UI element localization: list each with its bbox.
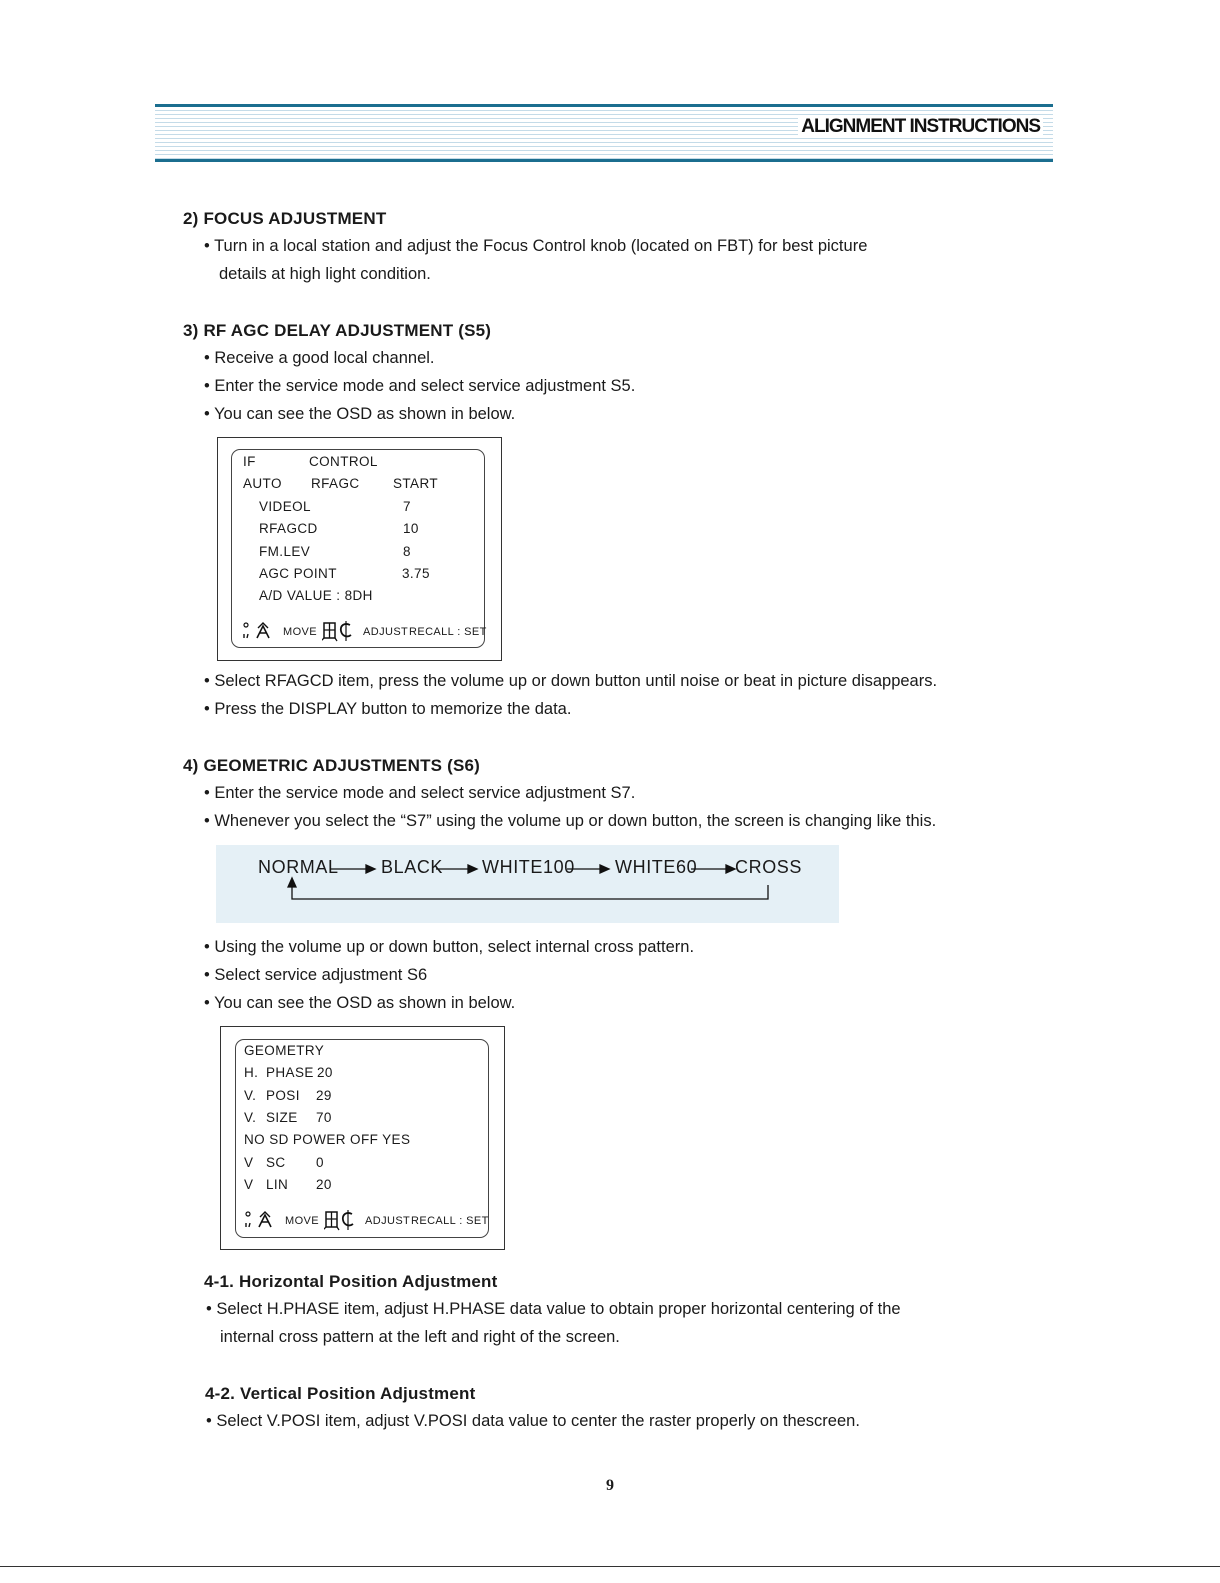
focus-bullet-line1: • Turn in a local station and adjust the Focus Control knob (located on FBT) for best picture: [204, 237, 868, 255]
rfagc-after-2: • Press the DISPLAY button to memorize the data.: [204, 700, 572, 718]
osd-if-label: IF: [243, 454, 256, 469]
osd-row-label: SIZE: [266, 1110, 298, 1125]
osd-move-label: MOVE: [285, 1215, 319, 1227]
osd-row-value: 29: [316, 1088, 332, 1103]
flow-step-black: BLACK: [381, 857, 444, 877]
osd-row-value: 20: [316, 1177, 332, 1192]
hpos-heading: 4-1. Horizontal Position Adjustment: [204, 1272, 498, 1291]
osd-geometry-screen: [220, 1026, 505, 1250]
geometric-bullet-2: • Whenever you select the “S7” using the volume up or down button, the screen is changing like this.: [204, 812, 937, 830]
osd-recall-label: RECALL : SET: [411, 1215, 489, 1227]
osd-item-label: FM.LEV: [259, 544, 311, 559]
flow-step-cross: CROSS: [735, 857, 803, 877]
osd-item-value: 10: [403, 521, 419, 536]
flow-step-white100: WHITE100: [482, 857, 575, 877]
osd-row-prefix: V.: [244, 1110, 257, 1125]
osd-item-label: RFAGCD: [259, 521, 318, 536]
vpos-line1: • Select V.POSI item, adjust V.POSI data value to center the raster properly on thescreen.: [206, 1412, 860, 1430]
osd-row-label: LIN: [266, 1177, 289, 1192]
pattern-cycle-diagram: [216, 845, 839, 923]
osd-item-label: VIDEOL: [259, 499, 311, 514]
focus-bullet-line2: details at high light condition.: [219, 265, 431, 283]
osd-row-label: POSI: [266, 1088, 300, 1103]
bottom-rule: [0, 1566, 1220, 1567]
osd-item-value: 7: [403, 499, 411, 514]
rfagc-bullet-3: • You can see the OSD as shown in below.: [204, 405, 516, 423]
flow-step-white60: WHITE60: [615, 857, 698, 877]
osd-move-label: MOVE: [283, 626, 317, 638]
osd-rfagc-screen: [217, 437, 502, 661]
flow-step-normal: NORMAL: [258, 857, 339, 877]
osd-row-value: 0: [316, 1155, 324, 1170]
osd-control-label: CONTROL: [309, 454, 378, 469]
osd-row-prefix: H.: [244, 1065, 259, 1080]
osd-row-prefix: V: [244, 1177, 254, 1192]
osd-row-value: 20: [317, 1065, 333, 1080]
osd-item-label: AGC POINT: [259, 566, 337, 581]
header-title: ALIGNMENT INSTRUCTIONS: [798, 116, 1043, 138]
osd-row-label: PHASE: [266, 1065, 314, 1080]
rfagc-bullet-2: • Enter the service mode and select service adjustment S5.: [204, 377, 636, 395]
osd-recall-label: RECALL : SET: [409, 626, 487, 638]
osd-geometry-title: GEOMETRY: [244, 1043, 325, 1058]
rfagc-bullet-1: • Receive a good local channel.: [204, 349, 435, 367]
rfagc-after-1: • Select RFAGCD item, press the volume up or down button until noise or beat in picture disappears.: [204, 672, 938, 690]
move-icon: [244, 1209, 276, 1231]
focus-heading: 2) FOCUS ADJUSTMENT: [183, 209, 387, 228]
osd-auto-label: AUTO: [243, 476, 282, 491]
geometric-heading: 4) GEOMETRIC ADJUSTMENTS (S6): [183, 756, 481, 775]
osd-row-label: SC: [266, 1155, 286, 1170]
flow-arrows: [216, 845, 839, 923]
geometric-after-3: • You can see the OSD as shown in below.: [204, 994, 516, 1012]
geometric-after-1: • Using the volume up or down button, select internal cross pattern.: [204, 938, 695, 956]
move-icon: [242, 620, 274, 642]
page-header-band: [155, 104, 1053, 162]
osd-adjust-label: ADJUST: [365, 1215, 411, 1227]
rfagc-heading: 3) RF AGC DELAY ADJUSTMENT (S5): [183, 321, 492, 340]
osd-row-prefix: V.: [244, 1088, 257, 1103]
hpos-line2: internal cross pattern at the left and right of the screen.: [220, 1328, 620, 1346]
hpos-line1: • Select H.PHASE item, adjust H.PHASE data value to obtain proper horizontal centering of the: [206, 1300, 901, 1318]
page-number: 9: [606, 1477, 614, 1494]
osd-adjust-label: ADJUST: [363, 626, 409, 638]
osd-item-value: 8: [403, 544, 411, 559]
osd-row-prefix: V: [244, 1155, 254, 1170]
osd-ad-value: A/D VALUE : 8DH: [259, 588, 373, 603]
osd-item-value: 3.75: [402, 566, 430, 581]
geometric-after-2: • Select service adjustment S6: [204, 966, 428, 984]
geometric-bullet-1: • Enter the service mode and select service adjustment S7.: [204, 784, 636, 802]
osd-rfagc-label: RFAGC: [311, 476, 360, 491]
vpos-heading: 4-2. Vertical Position Adjustment: [205, 1384, 476, 1403]
adjust-icon: [322, 620, 354, 642]
osd-row-value: 70: [316, 1110, 332, 1125]
adjust-icon: [324, 1209, 356, 1231]
osd-start-label: START: [393, 476, 439, 491]
osd-nosd-row: NO SD POWER OFF YES: [244, 1132, 411, 1147]
